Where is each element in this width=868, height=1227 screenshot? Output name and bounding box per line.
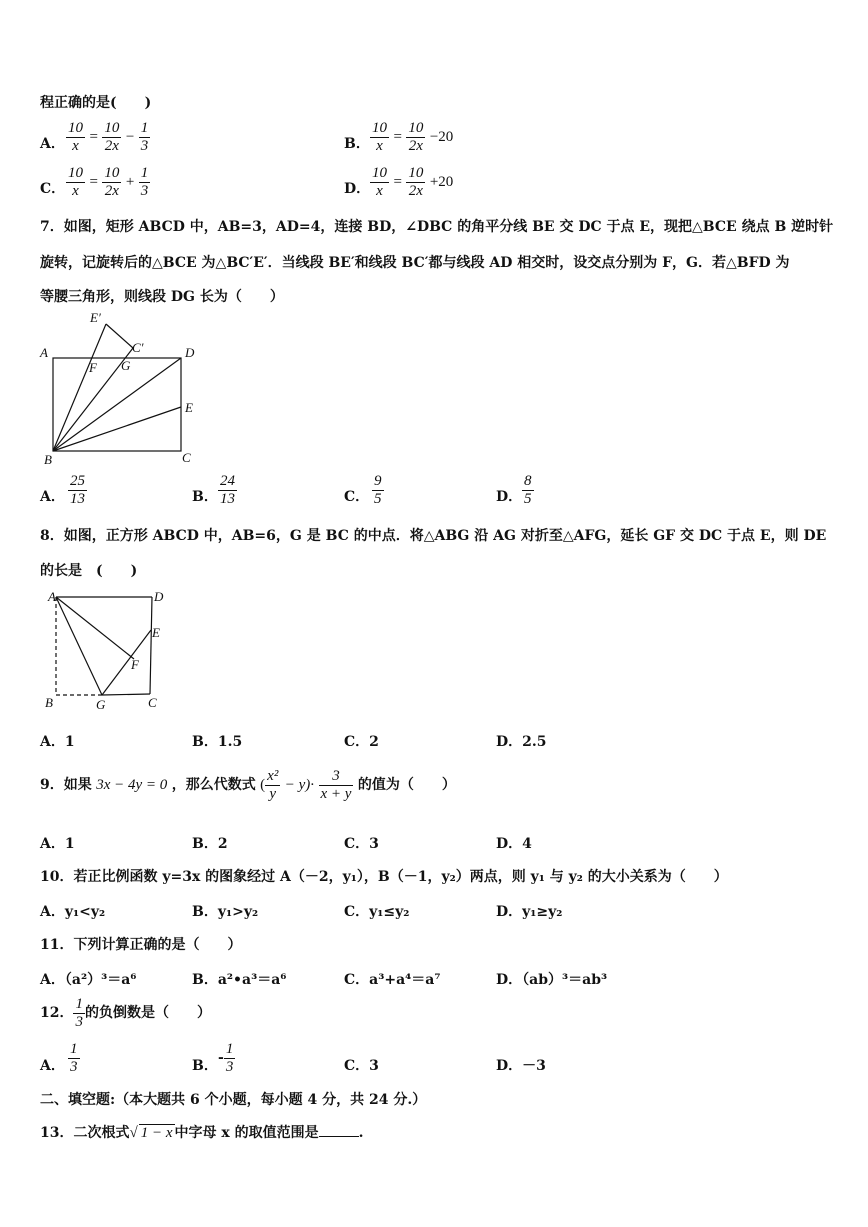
q12-option-d[interactable]: D．－3: [496, 1058, 546, 1074]
q7-segment-be: [53, 407, 181, 451]
q8-segment-af: [56, 597, 134, 659]
q8-option-a[interactable]: A．1: [40, 734, 75, 750]
q7-option-b[interactable]: $\frac{24}{13}$: [220, 473, 235, 507]
q12-option-c[interactable]: C．3: [344, 1058, 379, 1074]
q7-option-a-label: A．: [40, 489, 65, 505]
q7-stem-line2: 旋转，记旋转后的△BCE 为△BC′E′．当线段 BE′和线段 BC′都与线段 AD 相交时，设交点分别为 F，G．若△BFD 为: [40, 255, 790, 271]
q7-label-d: D: [185, 345, 195, 360]
q9-option-b[interactable]: B．2: [192, 836, 228, 852]
q8-side-dc: [150, 597, 152, 694]
q10-option-a[interactable]: A．y₁<y₂: [40, 904, 106, 920]
q6-stem-tail: 程正确的是( ): [40, 95, 152, 111]
q8-label-b: B: [45, 695, 53, 710]
q11-option-d[interactable]: D．（ab）³＝ab³: [496, 972, 608, 988]
q6-option-a[interactable]: $\frac{10}{x}$ = $\frac{10}{2x}$ − $\frac{1}{3}$: [68, 120, 149, 154]
q7-stem-line1: 7．如图，矩形 ABCD 中，AB=3，AD=4，连接 BD，∠DBC 的角平分线 BE 交 DC 于点 E，现把△BCE 绕点 B 逆时针: [40, 219, 834, 235]
q8-option-b[interactable]: B．1.5: [192, 734, 243, 750]
q8-option-c[interactable]: C．2: [344, 734, 379, 750]
q11-stem: 11．下列计算正确的是（ ）: [40, 937, 242, 953]
q6-option-d[interactable]: $\frac{10}{x}$ = $\frac{10}{2x}$ +20: [372, 165, 454, 199]
q7-option-c[interactable]: $\frac{9}{5}$: [374, 473, 382, 507]
q8-segment-ag: [56, 597, 102, 695]
q10-stem: 10．若正比例函数 y=3x 的图象经过 A（－2，y₁），B（－1，y₂）两点，则 y₁ 与 y₂ 的大小关系为（ ）: [40, 869, 728, 885]
q11-option-b[interactable]: B．a²•a³＝a⁶: [192, 972, 287, 988]
q8-label-c: C: [148, 695, 157, 710]
q12-option-b[interactable]: - $\frac{1}{3}$: [218, 1041, 234, 1075]
q9-stem: 9．如果 3x − 4y = 0 ，那么代数式 ( $\frac{\text{x²}}{y}$ − y)· $\frac{3}{x + y}$ 的值为（ ）: [40, 768, 456, 802]
q8-label-g: G: [96, 697, 106, 712]
q11-option-c[interactable]: C．a³+a⁴＝a⁷: [344, 972, 441, 988]
q7-label-c1: C′: [132, 340, 144, 355]
q7-label-a: A: [40, 345, 48, 360]
q8-figure: [40, 585, 180, 715]
q8-stem-line2: 的长是 ( ): [40, 563, 138, 579]
q10-option-d[interactable]: D．y₁≥y₂: [496, 904, 563, 920]
q6-option-a-label: A．: [40, 136, 65, 152]
q6-option-c[interactable]: $\frac{10}{x}$ = $\frac{10}{2x}$ + $\frac{1}{3}$: [68, 165, 149, 199]
q8-label-a: A: [48, 589, 56, 604]
q7-option-c-label: C．: [344, 489, 370, 505]
q7-label-e: E: [185, 400, 193, 415]
q7-option-d[interactable]: $\frac{8}{5}$: [524, 473, 532, 507]
q7-label-f: F: [89, 360, 97, 375]
q6-option-b[interactable]: $\frac{10}{x}$ = $\frac{10}{2x}$ −20: [372, 120, 454, 154]
q7-figure: [36, 308, 206, 468]
q7-label-b: B: [44, 452, 52, 467]
q7-label-c: C: [182, 450, 191, 465]
q11-option-a[interactable]: A．（a²）³＝a⁶: [40, 972, 137, 988]
q12-stem: 12． $\frac{1}{3}$ 的负倒数是（ ）: [40, 996, 211, 1030]
q7-label-g: G: [121, 358, 131, 373]
q13-answer-blank[interactable]: [319, 1136, 359, 1137]
q10-option-b[interactable]: B．y₁>y₂: [192, 904, 259, 920]
q12-option-a-label: A．: [40, 1058, 65, 1074]
q12-option-b-label: B．: [192, 1058, 218, 1074]
q7-label-e1: E′: [90, 310, 101, 325]
section-2-heading: 二、填空题:（本大题共 6 个小题，每小题 4 分，共 24 分.）: [40, 1092, 427, 1108]
q9-option-c[interactable]: C．3: [344, 836, 379, 852]
q8-label-d: D: [154, 589, 164, 604]
q6-option-c-label: C．: [40, 181, 66, 197]
q9-option-d[interactable]: D．4: [496, 836, 532, 852]
q8-segment-gc: [102, 694, 150, 695]
q9-option-a[interactable]: A．1: [40, 836, 75, 852]
q12-option-a[interactable]: $\frac{1}{3}$: [70, 1041, 78, 1075]
q7-option-b-label: B．: [192, 489, 218, 505]
q8-label-f: F: [131, 657, 139, 672]
q7-option-d-label: D．: [496, 489, 523, 505]
q7-stem-line3: 等腰三角形，则线段 DG 长为（ ）: [40, 289, 284, 305]
q8-option-d[interactable]: D．2.5: [496, 734, 547, 750]
q8-stem-line1: 8．如图，正方形 ABCD 中，AB=6，G 是 BC 的中点．将△ABG 沿 AG 对折至△AFG，延长 GF 交 DC 于点 E，则 DE: [40, 528, 827, 544]
q6-option-d-label: D．: [344, 181, 371, 197]
q13-stem: 13．二次根式√ 1 − x 中字母 x 的取值范围是 .: [40, 1125, 364, 1141]
q7-segment-e1c1: [106, 324, 133, 348]
q6-option-b-label: B．: [344, 136, 370, 152]
q8-label-e: E: [152, 625, 160, 640]
q7-option-a[interactable]: $\frac{25}{13}$: [70, 473, 85, 507]
q10-option-c[interactable]: C．y₁≤y₂: [344, 904, 410, 920]
